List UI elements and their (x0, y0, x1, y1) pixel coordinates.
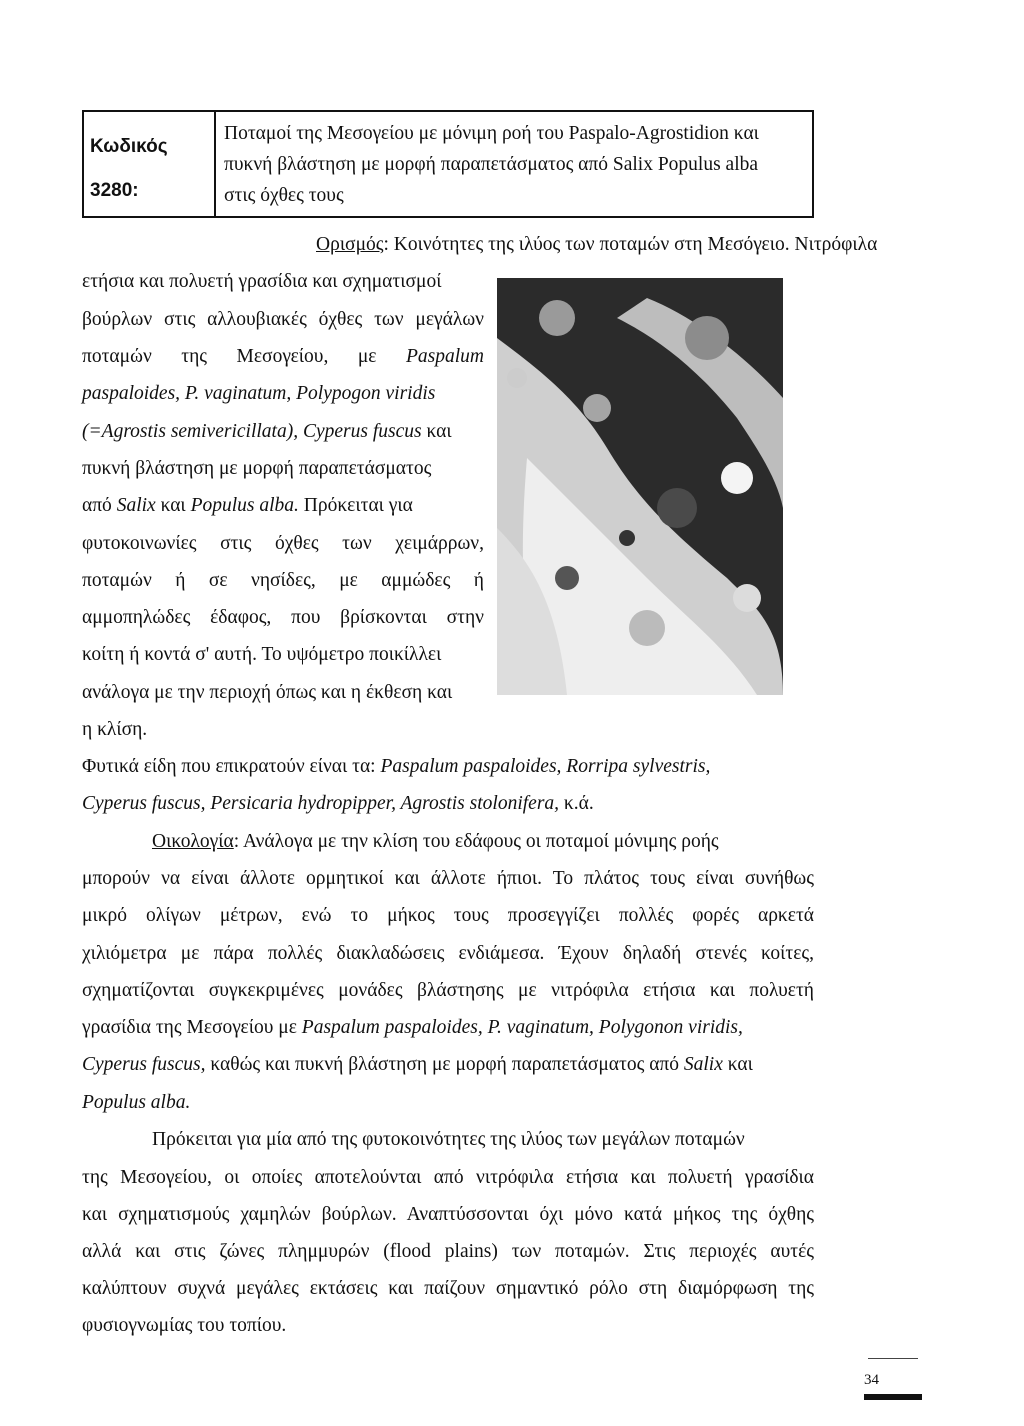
definition-line: ετήσια και πολυετή γρασίδια και σχηματισμοί (82, 271, 442, 292)
definition-line: πυκνή βλάστηση με μορφή παραπετάσματος (82, 458, 432, 479)
definition-line: ποταμών της Μεσογείου, με Paspalum (82, 346, 484, 367)
habitat-title (216, 112, 812, 216)
paragraph-line: φυσιογνωμίας του τοπίου. (82, 1315, 287, 1336)
title-line: στις όχθες τους (224, 185, 344, 206)
paragraph-line: και σχηματισμούς χαμηλών βούρλων. Αναπτύσσονται όχι μόνο κατά μήκος της όχθης (82, 1204, 814, 1225)
page-number: 34 (864, 1372, 879, 1388)
definition-line: φυτοκοινωνίες στις όχθες των χειμάρρων, (82, 533, 484, 554)
paragraph-line: Πρόκειται για μία από της φυτοκοινότητες της ιλύος των μεγάλων ποταμών (152, 1129, 745, 1150)
definition-line: αμμοπηλώδες έδαφος, που βρίσκονται στην (82, 607, 484, 628)
code-label: Κωδικός (90, 136, 168, 157)
ecology-line: χιλιόμετρα με πάρα πολλές διακλαδώσεις ενδιάμεσα. Έχουν δηλαδή στενές κοίτες, (82, 943, 814, 964)
definition-line: ανάλογα με την περιοχή όπως και η έκθεση και (82, 682, 453, 703)
ecology-line: μπορούν να είναι άλλοτε ορμητικοί και άλλοτε ήπιοι. Το πλάτος τους είναι συνήθως (82, 868, 814, 889)
title-line: Ποταμοί της Μεσογείου με μόνιμη ροή του Paspalo-Agrostidion και (224, 123, 759, 144)
ecology-line: σχηματίζονται συγκεκριμένες μονάδες βλάστησης με νιτρόφιλα ετήσια και πολυετή (82, 980, 814, 1001)
ecology-label: Οικολογία (152, 831, 234, 852)
paragraph-line: καλύπτουν συχνά μεγάλες εκτάσεις και παίζουν σημαντικό ρόλο στη διαμόρφωση της (82, 1278, 814, 1299)
definition-line: paspaloides, P. vaginatum, Polypogon viridis (82, 383, 436, 404)
page-number-bar (864, 1394, 922, 1400)
paragraph-line: αλλά και στις ζώνες πλημμυρών (flood plains) των ποταμών. Στις περιοχές αυτές (82, 1241, 814, 1262)
definition-line: (=Agrostis semivericillata), Cyperus fuscus και (82, 421, 452, 442)
definition-line: από Salix και Populus alba. Πρόκειται για (82, 495, 413, 516)
species-line: Cyperus fuscus, Persicaria hydropipper, Agrostis stolonifera, κ.ά. (82, 793, 594, 814)
code-value: 3280: (90, 180, 139, 201)
definition-line: βούρλων στις αλλουβιακές όχθες των μεγάλων (82, 309, 484, 330)
definition-line: κοίτη ή κοντά σ' αυτή. Το υψόμετρο ποικίλλει (82, 644, 442, 665)
paragraph-line: της Μεσογείου, οι οποίες αποτελούνται από νιτρόφιλα ετήσια και πολυετή γρασίδια (82, 1167, 814, 1188)
species-line: Φυτικά είδη που επικρατούν είναι τα: Paspalum paspaloides, Rorripa sylvestris, (82, 756, 711, 777)
ecology-line: γρασίδια της Μεσογείου με Paspalum paspaloides, P. vaginatum, Polygonon viridis, (82, 1017, 743, 1038)
river-vegetation-photo (497, 278, 783, 695)
definition-line: ποταμών ή σε νησίδες, με αμμώδες ή (82, 570, 484, 591)
ecology-line: Οικολογία: Ανάλογα με την κλίση του εδάφους οι ποταμοί μόνιμης ροής (152, 831, 719, 852)
ecology-line: Cyperus fuscus, καθώς και πυκνή βλάστηση με μορφή παραπετάσματος από Salix και (82, 1054, 753, 1075)
definition-label: Ορισμός (316, 234, 384, 255)
title-line: πυκνή βλάστηση με μορφή παραπετάσματος από Salix Populus alba (224, 154, 759, 175)
definition-line: η κλίση. (82, 719, 148, 740)
photo-image (497, 278, 783, 695)
code-cell (84, 112, 216, 216)
definition-line: Ορισμός: Κοινότητες της ιλύος των ποταμών στη Μεσόγειο. Νιτρόφιλα (316, 234, 878, 255)
page-number-rule (868, 1358, 918, 1359)
habitat-header-table (82, 110, 814, 218)
ecology-line: μικρό ολίγων μέτρων, ενώ το μήκος τους προσεγγίζει πολλές φορές αρκετά (82, 905, 814, 926)
ecology-line: Populus alba. (82, 1092, 191, 1113)
